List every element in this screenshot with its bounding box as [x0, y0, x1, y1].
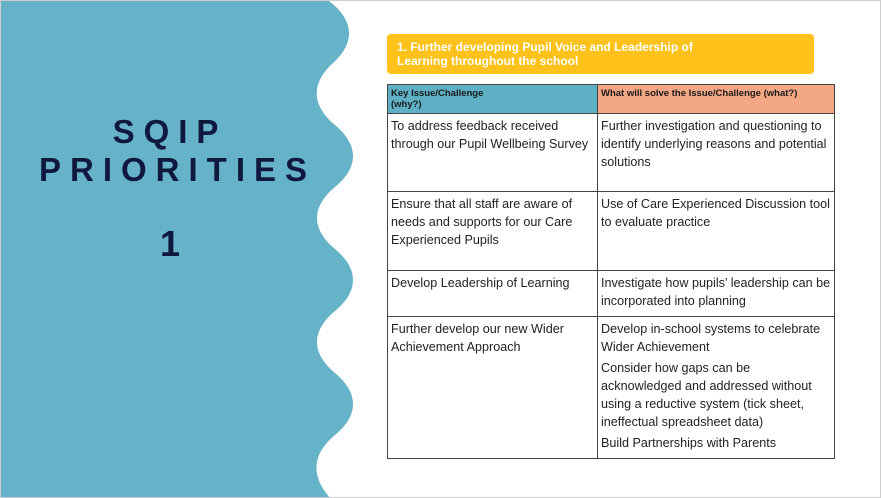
- table-row: [388, 271, 835, 317]
- banner-line-2: Learning throughout the school: [397, 54, 579, 68]
- solution-text: Investigate how pupils’ leadership can be incorporated into planning: [601, 276, 831, 308]
- issue-cell: Further develop our new Wider Achievement Approach: [388, 317, 598, 459]
- solution-header: What will solve the Issue/Challenge (what?): [598, 85, 835, 114]
- solution-cell: [598, 114, 835, 192]
- key-issue-header: [388, 85, 598, 114]
- solution-text: Build Partnerships with Parents: [601, 436, 776, 450]
- table-row: [388, 192, 835, 271]
- table-header-row: [388, 85, 835, 114]
- solution-text: Use of Care Experienced Discussion tool to evaluate practice: [601, 197, 830, 229]
- solution-text: Consider how gaps can be acknowledged and addressed without using a reductive system (tick sheet, ineffectual spreadsheet data): [601, 361, 812, 429]
- solution-text: Develop in-school systems to celebrate Wider Achievement: [601, 322, 821, 354]
- title-line-sqip: SQIP: [112, 113, 228, 150]
- solution-cell: [598, 271, 835, 317]
- key-issue-header-line2: (why?): [391, 99, 422, 110]
- table-row: [388, 114, 835, 192]
- priority-number: 1: [159, 223, 181, 264]
- issue-cell: To address feedback received through our Pupil Wellbeing Survey: [388, 114, 598, 192]
- banner-line-1: 1. Further developing Pupil Voice and Leadership of: [397, 40, 693, 54]
- priority-banner: [387, 34, 814, 74]
- solution-cell: [598, 192, 835, 271]
- priorities-table: [387, 84, 835, 459]
- solution-text: Further investigation and questioning to identify underlying reasons and potential solutions: [601, 119, 827, 169]
- sqip-priorities-title: [39, 113, 317, 189]
- solution-cell: [598, 317, 835, 459]
- table-row: [388, 317, 835, 459]
- issue-cell: Develop Leadership of Learning: [388, 271, 598, 317]
- key-issue-header-line1: Key Issue/Challenge: [391, 88, 484, 99]
- title-line-priorities: PRIORITIES: [39, 151, 317, 188]
- issue-cell: Ensure that all staff are aware of needs and supports for our Care Experienced Pupils: [388, 192, 598, 271]
